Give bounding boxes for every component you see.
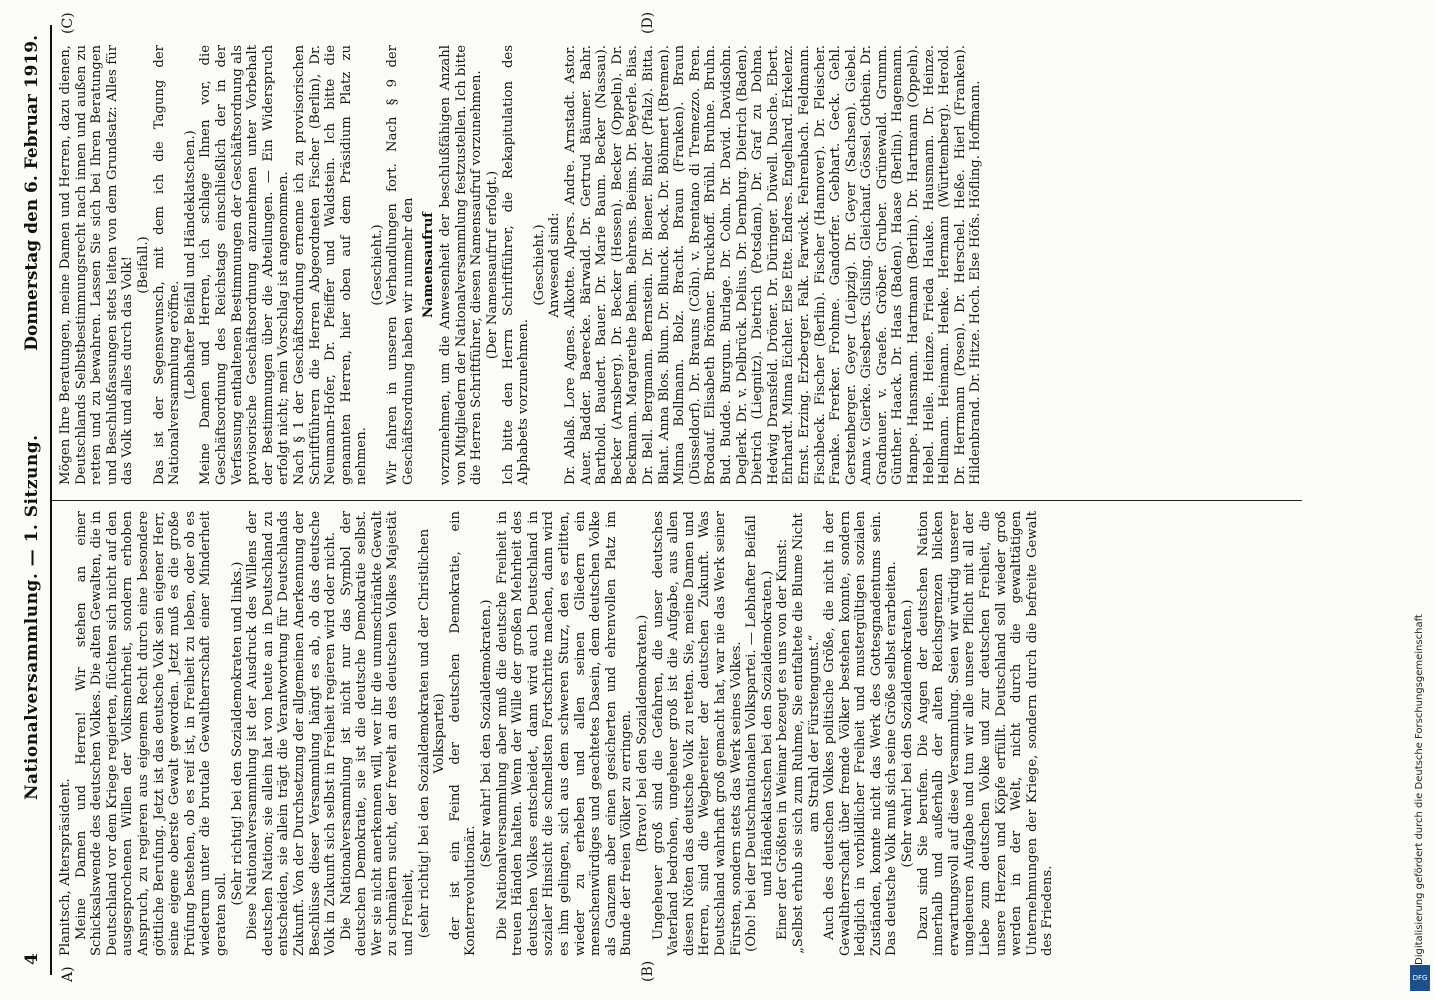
page-title: Nationalversammlung. — 1. Sitzung. [22, 434, 42, 800]
page-header [22, 35, 46, 965]
page-number: 4 [22, 953, 42, 965]
right-column-paragraph: Anwesend sind: [547, 212, 563, 318]
left-column-paragraph: Die Nationalversammlung aber muß die deutsche Freiheit in treuen Händen halten. Wenn der Wille der großen Mehrheit des deutschen Volkes entscheidet, dann wird auch Deutschland in sozialer Hinsicht die schnellsten Fortschritte machen, dann wird es ihm gelingen, sich aus dem schweren Sturz, den es erlitten, wieder zu erheben und allen seinen Gliedern ein menschenwürdiges und geachtetes Dasein, dem deutschen Volke als Ganzem aber einen gesicherten und ehrenvollen Platz im Bunde der freien Völker zu erringen. [494, 511, 635, 956]
footer-text: Digitalisierung gefördert durch die Deutsche Forschungsgemeinschaft [1414, 614, 1425, 965]
left-column-paragraph: (Oho! bei der Deutschnationalen Volkspartei. — Lebhafter Beifall und Händeklatschen bei den Sozialdemokraten.) [744, 515, 775, 952]
page-date: Donnerstag den 6. Februar 1919. [22, 35, 42, 351]
dfg-logo: DFG [1410, 965, 1430, 991]
right-column [58, 45, 984, 485]
left-column-paragraph: Einer der Größten in Weimar bezeugt es uns von der Kunst: [775, 538, 791, 940]
margin-marker-b: (B) [640, 960, 656, 982]
left-column-paragraph: Diese Nationalversammlung ist der Ausdruck des Willens der deutschen Nation; sie allein hat von heute an in Deutschland zu entscheiden, sie allein trägt die Verantwortung für Deutschlands Zukunft. Von der Durchsetzung der allgemeinen Anerkennung der Beschlüsse dieser Versammlung hängt es ab, ob das deutsche Volk in Zukunft sich selbst in Freiheit regieren wird oder nicht. [245, 511, 339, 956]
right-column-paragraph: Mögen Ihre Beratungen, meine Damen und Herren, dazu dienen, Deutschlands Selbstbestimmungsrecht nach innen und außen zu retten und zu bewahren. Lassen Sie sich bei Ihren Beratungen und Beschlußfassungen stets leiten von dem Grundsatz: Alles für das Volk und alles durch das Volk! [58, 45, 136, 485]
left-column-paragraph: Ungeheuer groß sind die Gefahren, die unser deutsches Vaterland bedrohen, ungeheuer groß ist die Aufgabe, aus allen diesen Nöten das deutsche Volk zu retten. Sie, meine Damen und Herren, sind die Wegbereiter der deutschen Zukunft. Was Deutschland wahrhaft groß gemacht hat, war nie das Werk seiner Fürsten, sondern stets das Werk seines Volkes. [650, 511, 744, 956]
left-column-paragraph: Planitsch, Alterspräsident. [58, 778, 73, 956]
left-column-paragraph: (Sehr wahr! bei den Sozialdemokraten.) [479, 599, 495, 868]
right-column-paragraph: Ich bitte den Herrn Schriftführer, die Rekapitulation des Alphabets vorzunehmen. [500, 45, 532, 485]
right-column-paragraph: Dr. Ablaß. Lore Agnes. Alkotte. Alpers. Andre. Arnstadt. Astor. Auer. Badder. Baerecke. Bärwald. Dr. Gertrud Bäumer. Bahr. Barthold. Baudert. Bauer. Dr. Marie Baum. Becker (Nassau). Becker (Arnsberg). Dr. Becker (Hessen). Becker (Oppeln). Dr. Beckmann. Margarethe Behm. Behrens. Beims. Dr. Beyerle. Bias. Dr. Bell. Bergmann. Bernstein. Dr. Biener. Binder (Pfalz). Bitta. Blant. Anna Blos. Blum. Dr. Blunck. Bock. Dr. Böhmert (Bremen). Minna Bollmann. Bolz. Bracht. Braun (Franken). Braun (Düsseldorf). Dr. Brauns (Cöln). v. Brentano di Tremezzo. Bren. Brodauf. Elisabeth Brönner. Bruckhoff. Brühl. Bruhne. Bruhn. Bud. Budde. Burgun. Burlage. Dr. Cohn. Dr. David. Davidsohn. Deglerk. Dr. v. Delbrück. Delius. Dr. Dernburg. Dietrich (Baden). Dietrich (Liegnitz). Dietrich (Potsdam). Dr. Graf zu Dohna. Hedwig Dransfeld. Dröner. Dr. Düringer. Düwell. Dusche. Ebert. Ehrhardt. Minna Eichler. Else Ette. Endres. Engelhard. Erkelenz. Ernst. Erzing. Erzberger. Falk. Farwick. Fehrenbach. Feldmann. Fischbeck. Fischer (Berlin). Fischer (Hannover). Dr. Fleischer. Franke. Frerker. Frohme. Gandorfer. Gebhart. Geck. Gehl. Gerstenberger. Geyer (Leipzig). Dr. Geyer (Sachsen). Giebel. Anna v. Gierke. Giesberts. Gilsing. Gleichauf. Gössel. Gothein. Dr. Gradnauer. v. Graefe. Gröber. Gruber. Grünewald. Grumm. Günther. Haack. Dr. Haas (Baden). Haase (Berlin). Hagemann. Hampe. Hansmann. Hartmann (Berlin). Dr. Hartmann (Oppeln). Hebel. Heile. Heinze. Frieda Hauke. Hausmann. Dr. Heinze. Hellmann. Heimann. Henke. Hermann (Württemberg). Herold. Dr. Herrmann (Posen). Dr. Herschel. Heße. Hierl (Franken). Hildenbrand. Dr. Hitze. Hoch. Else Höfs. Höfling. Hoffmann. [563, 45, 984, 485]
right-column-paragraph: Namensaufruf [420, 212, 436, 318]
left-column-paragraph: (Sehr richtig! bei den Sozialdemokraten und links.) [229, 561, 245, 906]
right-column-paragraph: (Geschieht.) [531, 224, 547, 306]
left-column-paragraph: (Bravo! bei den Sozialdemokraten.) [634, 614, 650, 853]
left-column-paragraph: Dazu sind Sie berufen. Die Augen der deutschen Nation innerhalb und außerhalb der alten Reichsgrenzen blicken erwartungsvoll auf diese Versammlung. Seien wir würdig unserer ungeheuren Aufgabe und tun wir alle unsere Pflicht mit all der Liebe zum deutschen Volke und zur deutschen Freiheit, die unsere Herzen und Köpfe erfüllt. Deutschland soll wieder groß werden in der Welt, nicht durch die gewalttätigen Unternehmungen der Kriege, sondern durch die befreite Gewalt des Friedens. [915, 511, 1056, 956]
left-column-paragraph: (Sehr wahr! bei den Sozialdemokraten.) [900, 599, 916, 868]
left-column-paragraph: „Selbst erhub sie sich zum Ruhme, Sie entfaltete die Blume Nicht am Strahl der Fürstengunst.“ [790, 513, 822, 954]
right-column-paragraph: (Geschieht.) [369, 224, 385, 306]
right-column-paragraph: Wir fahren in unseren Verhandlungen fort. Nach § 9 der Geschäftsordnung haben wir nunmehr den [385, 45, 417, 485]
right-column-paragraph: (Der Namensaufruf erfolgt.) [485, 170, 501, 360]
left-column [58, 511, 1056, 956]
left-column-paragraph: Auch des deutschen Volkes politische Größe, die nicht in der Gewaltherrschaft über fremde Völker bestehen konnte, sondern lediglich in vorbildlicher Freiheit und mustergültigen sozialen Zuständen, konnte nicht das Werk des Gottesgnadentums sein. Das deutsche Volk muß sich seine Größe selbst erarbeiten. [822, 511, 900, 956]
margin-marker-c: (C) [60, 12, 76, 34]
right-column-paragraph: (Lebhafter Beifall und Händeklatschen.) [182, 130, 198, 400]
left-column-paragraph: Die Nationalversammlung ist nicht nur das Symbol der deutschen Demokratie, sie ist die deutsche Demokratie selbst. Wer sie nicht anerkennen will, wer ihr die unumschränkte Gewalt zu schmälern sucht, der frevelt an des deutschen Volkes Majestät und Freiheit, [338, 511, 417, 956]
right-column-paragraph: (Beifall.) [135, 236, 151, 294]
column-divider [52, 500, 1302, 501]
right-column-paragraph: Meine Damen und Herren, ich schlage Ihnen vor, die Geschäftsordnung des Reichstags einschließlich der in der Verfassung enthaltenen Bestimmungen der Geschäftsordnung als provisorische Geschäftsordnung anzunehmen unter Vorbehalt der Bestimmungen über die Abteilungen. — Ein Widerspruch erfolgt nicht; mein Vorschlag ist angenommen. [198, 45, 292, 485]
right-column-paragraph: Nach § 1 der Geschäftsordnung ernenne ich zu provisorischen Schriftführern die Herren Abgeordneten Fischer (Berlin), Dr. Neumann-Hofer, Dr. Pfeiffer und Waldstein. Ich bitte die genannten Herren, hier oben auf dem Präsidium Platz zu nehmen. [291, 45, 370, 485]
left-column-paragraph: der ist ein Feind der deutschen Demokratie, ein Konterrevolutionär. [447, 511, 479, 956]
left-column-paragraph: Meine Damen und Herren! Wir stehen an einer Schicksalswende des deutschen Volkes. Die alten Gewalten, die in Deutschland vor dem Kriege regierten, flüchten sich nicht auf den ausgesprochenen Willen der Volksmehrheit, sondern erhoben Anspruch, zu regieren aus eigenem Recht durch eine besondere göttliche Berufung. Jetzt ist das deutsche Volk sein eigener Herr, seine eigene oberste Gewalt geworden. Jetzt muß es die große Prüfung bestehen, ob es reif ist, in Freiheit zu leben, oder ob es wiederum unter die brutale Gewaltherrschaft einer Minderheit geraten soll. [73, 511, 229, 956]
right-column-paragraph: Das ist der Segenswunsch, mit dem ich die Tagung der Nationalversammlung eröffne. [151, 45, 183, 485]
margin-marker-a: A) [60, 966, 76, 982]
digitization-footer [1406, 0, 1434, 1000]
margin-marker-d: (D) [640, 11, 656, 34]
left-column-paragraph: (sehr richtig! bei den Sozialdemokraten und der Christlichen Volkspartei) [416, 528, 448, 939]
right-column-paragraph: vorzunehmen, um die Anwesenheit der beschlußfähigen Anzahl von Mitgliedern der Nationalversammlung festzustellen. Ich bitte die Herren Schriftführer, diesen Namensaufruf vorzunehmen. [438, 45, 485, 485]
